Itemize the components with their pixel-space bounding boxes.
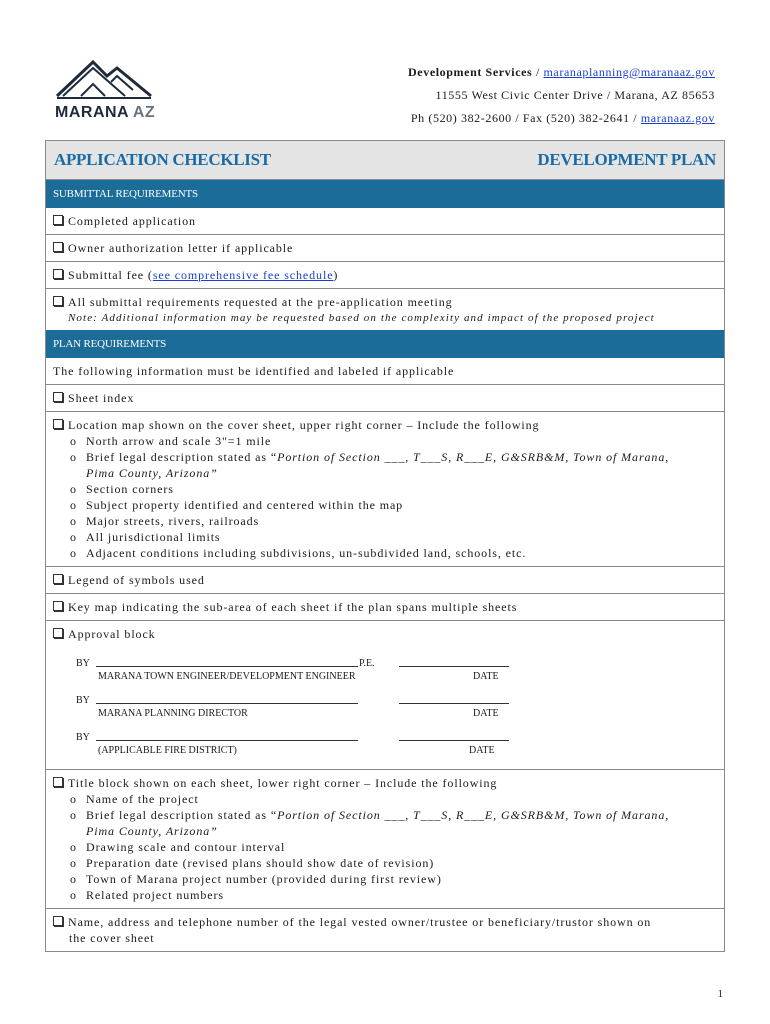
checklist-item[interactable]: Legend of symbols used [46, 566, 724, 593]
list-item: o Major streets, rivers, railroads [70, 514, 260, 528]
checklist-item[interactable]: Owner authorization letter if applicable [46, 234, 724, 261]
department-name: Development Services [408, 65, 533, 79]
list-item: o North arrow and scale 3"=1 mile [70, 434, 272, 448]
list-item: o Name of the project [70, 792, 199, 806]
website-link[interactable]: maranaaz.gov [640, 111, 715, 125]
list-item: o Town of Marana project number (provided during first review) [70, 872, 442, 886]
checkbox-icon[interactable] [53, 601, 63, 611]
checklist-item[interactable]: Key map indicating the sub-area of each sheet if the plan spans multiple sheets [46, 593, 724, 620]
note-text: Note: Additional information may be requested based on the complexity and impact of the proposed project [68, 312, 655, 324]
list-item: o Brief legal description stated as “Portion of Section ___, T___S, R___E, G&SRB&M, Town of Marana, Pima County, Arizona” [70, 450, 670, 480]
list-item: o Section corners [70, 482, 174, 496]
location-map-list [53, 433, 717, 561]
checkbox-icon[interactable] [53, 269, 63, 279]
plan-intro: The following information must be identified and labeled if applicable [53, 364, 455, 378]
signature-line-planning: BY MARANA PLANNING DIRECTOR DATE [53, 693, 717, 730]
checkbox-icon[interactable] [53, 242, 63, 252]
checklist-item[interactable]: Location map shown on the cover sheet, upper right corner – Include the following o North arrow and scale 3"=1 mile o Brief legal description stated as “Portion of Section ___, T___S, R___E, G&SRB&M, Town of Marana, Pima County, Arizona” o Section corners o Subject property identified and centered within the map o Major streets, rivers, railroads o All jurisdictional limits o Adjacent conditions including subdivisions, un-subdivided land, schools, etc. [46, 411, 724, 566]
email-link[interactable]: maranaplanning@maranaaz.gov [543, 65, 715, 79]
plan-requirements-heading: PLAN REQUIREMENTS [46, 330, 724, 358]
title-block-list [53, 791, 717, 903]
list-item: o Related project numbers [70, 888, 224, 902]
checkbox-icon[interactable] [53, 419, 63, 429]
list-item: o Preparation date (revised plans should show date of revision) [70, 856, 435, 870]
list-item: o Subject property identified and centered within the map [70, 498, 404, 512]
checkbox-icon[interactable] [53, 574, 63, 584]
checklist-title: APPLICATION CHECKLIST [54, 150, 271, 169]
checklist-table [45, 140, 725, 952]
phone-fax: Ph (520) 382-2600 / Fax (520) 382-2641 / [410, 111, 641, 125]
checkbox-icon[interactable] [53, 296, 63, 306]
list-item: o Drawing scale and contour interval [70, 840, 286, 854]
submittal-requirements-heading: SUBMITTAL REQUIREMENTS [46, 180, 724, 208]
fee-schedule-link[interactable]: see comprehensive fee schedule [152, 268, 334, 282]
list-item: o Brief legal description stated as “Portion of Section ___, T___S, R___E, G&SRB&M, Town of Marana, Pima County, Arizona” [70, 808, 670, 838]
checklist-item[interactable]: Sheet index [46, 384, 724, 411]
checklist-item[interactable]: Submittal fee (see comprehensive fee schedule) [46, 261, 724, 288]
checklist-item[interactable]: All submittal requirements requested at the pre-application meeting Note: Additional information may be requested based on the complexity and impact of the proposed project [46, 288, 724, 330]
logo-wordmark: MARANA AZ [55, 104, 156, 121]
checkbox-icon[interactable] [53, 777, 63, 787]
plan-type-title: DEVELOPMENT PLAN [537, 150, 716, 169]
signature-line-fire: BY (APPLICABLE FIRE DISTRICT) DATE [53, 730, 717, 767]
checklist-item[interactable]: Name, address and telephone number of the legal vested owner/trustee or beneficiary/trustor shown on the cover sheet [46, 908, 724, 951]
checklist-item[interactable]: Title block shown on each sheet, lower right corner – Include the following o Name of the project o Brief legal description stated as “Portion of Section ___, T___S, R___E, G&SRB&M, Town of Marana, Pima County, Arizona” o Drawing scale and contour interval o Preparation date (revised plans should show date of revision) o Town of Marana project number (provided during first review) o Related project numbers [46, 769, 724, 908]
address: 11555 West Civic Center Drive / Marana, AZ 85653 [435, 88, 715, 102]
page-number: 1 [717, 988, 723, 1000]
signature-line-engineer: BY P.E. MARANA TOWN ENGINEER/DEVELOPMENT ENGINEER DATE [53, 656, 717, 693]
list-item: o Adjacent conditions including subdivisions, un-subdivided land, schools, etc. [70, 546, 527, 560]
checkbox-icon[interactable] [53, 215, 63, 225]
list-item: o All jurisdictional limits [70, 530, 221, 544]
checkbox-icon[interactable] [53, 628, 63, 638]
checklist-item[interactable]: Completed application [46, 208, 724, 234]
approval-block-item[interactable]: Approval block BY P.E. MARANA TOWN ENGINEER/DEVELOPMENT ENGINEER DATE BY MARANA PLANNING DIRECTOR DATE BY (APPLICABLE FIRE DISTRICT) DATE [46, 620, 724, 769]
title-bar [46, 141, 724, 180]
checkbox-icon[interactable] [53, 392, 63, 402]
checkbox-icon[interactable] [53, 916, 63, 926]
contact-info: Development Services / maranaplanning@maranaaz.gov 11555 West Civic Center Drive / Marana, AZ 85653 Ph (520) 382-2600 / Fax (520) 382-2641 / maranaaz.gov [408, 65, 715, 125]
